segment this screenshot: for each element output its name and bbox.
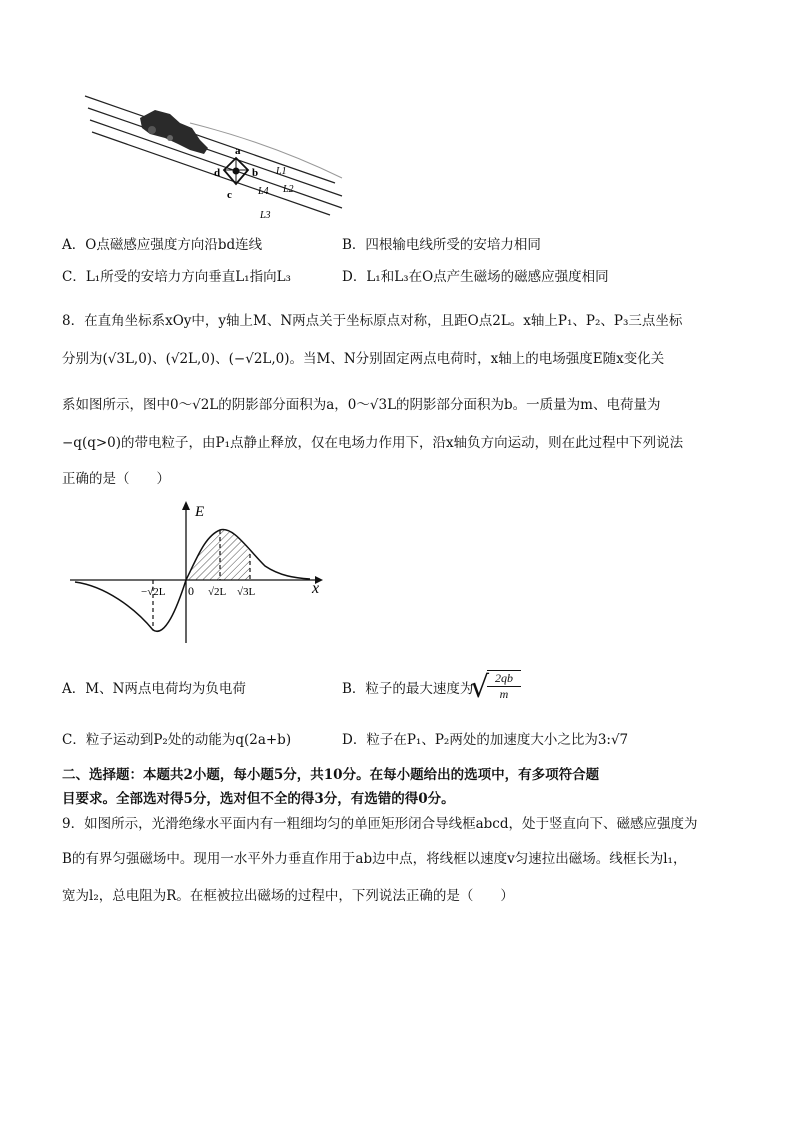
q7-option-b: B．四根输电线所受的安培力相同 [342,237,541,253]
q8-line-5: 正确的是（ ） [62,471,170,487]
q8-option-b-prefix: B．粒子的最大速度为 [342,681,474,697]
q9-line-2: B的有界匀强磁场中。现用一水平外力垂直作用于ab边中点，将线框以速度v匀速拉出磁场。线框长为l₁， [62,851,687,867]
label-L2: L2 [283,184,294,195]
e-field-graph [65,498,335,648]
label-L4: L4 [258,186,269,197]
section-2-heading-line-2: 目要求。全部选对得5分，选对但不全的得3分，有选错的得0分。 [62,791,455,807]
sqrt-sign: √ [470,670,490,705]
q8-option-c: C．粒子运动到P₂处的动能为q(2a+b) [62,732,292,748]
q8-option-a: A．M、N两点电荷均为负电荷 [62,681,246,697]
fraction [487,670,521,702]
q8-line-1: 8．在直角坐标系xOy中，y轴上M、N两点关于坐标原点对称，且距O点2L。x轴上P₁、P₂、P₃三点坐标 [62,313,683,329]
label-L3: L3 [260,210,271,221]
label-b: b [252,167,259,179]
section-2-heading-line-1: 二、选择题：本题共2小题，每小题5分，共10分。在每小题给出的选项中，有多项符合题 [62,767,600,783]
power-lines-figure [80,88,350,228]
label-a: a [235,145,241,157]
q8-line-2: 分别为(√3L,0)、(√2L,0)、(−√2L,0)。当M、N分别固定两点电荷时，x轴上的电场强度E随x变化关 [62,351,665,367]
y-axis-label: E [195,504,205,520]
q9-line-3: 宽为l₂，总电阻为R。在框被拉出磁场的过程中，下列说法正确的是（ ） [62,888,514,904]
label-L1: L1 [276,166,287,177]
fraction-numerator: 2qb [487,671,521,687]
q8-line-3: 系如图所示，图中0～√2L的阴影部分面积为a，0～√3L的阴影部分面积为b。一质量为m、电荷量为 [62,397,661,413]
tick-sqrt2L: √2L [208,586,227,598]
x-axis-label: x [312,580,320,597]
label-c: c [227,189,232,201]
q9-line-1: 9．如图所示，光滑绝缘水平面内有一粗细均匀的单匝矩形闭合导线框abcd，处于竖直向下、磁感应强度为 [62,816,698,832]
q7-option-d: D．L₁和L₃在O点产生磁场的磁感应强度相同 [342,269,609,285]
q8-option-d: D．粒子在P₁、P₂两处的加速度大小之比为3:√7 [342,732,629,748]
tick-neg-sqrt2L: −√2L [141,586,166,598]
tick-sqrt3L: √3L [237,586,256,598]
q7-option-c: C．L₁所受的安培力方向垂直L₁指向L₃ [62,269,291,285]
q8-line-4: −q(q>0)的带电粒子，由P₁点静止释放，仅在电场力作用下，沿x轴负方向运动，则在此过程中下列说法 [62,435,684,451]
label-d: d [214,167,221,179]
q7-option-a: A．O点磁感应强度方向沿bd连线 [62,237,263,253]
origin-label: 0 [188,584,194,598]
fraction-denominator: m [499,687,509,701]
